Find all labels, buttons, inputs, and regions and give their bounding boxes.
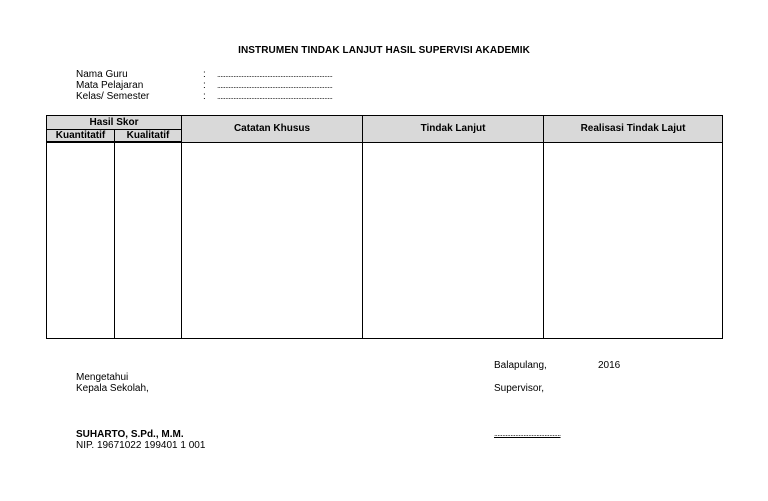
cell-catatan-khusus (182, 142, 363, 339)
signature-principal-nip: NIP. 19671022 199401 1 001 (76, 440, 206, 451)
field-label-mata-pelajaran: Mata Pelajaran (76, 80, 144, 91)
header-realisasi-tindak-lajut: Realisasi Tindak Lajut (544, 116, 723, 143)
field-colon: : (203, 80, 206, 91)
field-value-mata-pelajaran: ....................................................................... (217, 81, 333, 90)
signature-supervisor-role: Supervisor, (494, 383, 545, 394)
field-colon: : (203, 69, 206, 80)
cell-kuantitatif (47, 142, 115, 339)
signature-supervisor-name-line: ......................................... (494, 429, 561, 438)
field-value-nama-guru: ....................................................................... (217, 70, 333, 79)
header-kuantitatif: Kuantitatif (47, 130, 115, 143)
header-kualitatif: Kualitatif (115, 130, 182, 143)
signature-year: 2016 (598, 360, 621, 371)
document-title: INSTRUMEN TINDAK LANJUT HASIL SUPERVISI AKADEMIK (238, 45, 530, 56)
table-row (47, 142, 723, 339)
field-label-kelas-semester: Kelas/ Semester (76, 91, 150, 102)
field-colon: : (203, 91, 206, 102)
signature-acknowledge: Mengetahui (76, 372, 129, 383)
signature-place: Balapulang, (494, 360, 547, 371)
signature-principal-role: Kepala Sekolah, (76, 383, 149, 394)
cell-tindak-lanjut (363, 142, 544, 339)
follow-up-table (46, 115, 723, 339)
header-hasil-skor: Hasil Skor (47, 116, 182, 130)
cell-kualitatif (115, 142, 182, 339)
field-value-kelas-semester: ....................................................................... (217, 92, 333, 101)
header-tindak-lanjut: Tindak Lanjut (363, 116, 544, 143)
field-label-nama-guru: Nama Guru (76, 69, 128, 80)
cell-realisasi (544, 142, 723, 339)
header-catatan-khusus: Catatan Khusus (182, 116, 363, 143)
signature-principal-name: SUHARTO, S.Pd., M.M. (76, 429, 184, 440)
